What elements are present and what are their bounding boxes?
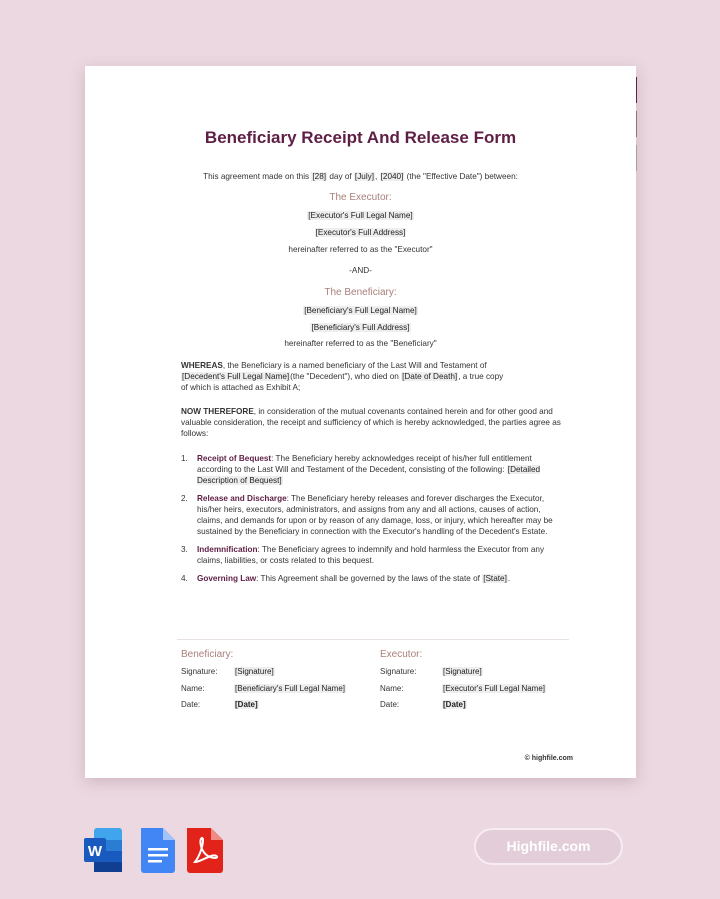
list-item-number: 3. (181, 545, 188, 554)
google-docs-icon[interactable] (137, 826, 179, 874)
intro-text: day of (327, 172, 354, 181)
word-icon[interactable] (82, 826, 124, 874)
list-item-term: Governing Law (197, 574, 257, 583)
date-placeholder: [Date] (235, 700, 258, 709)
list-item-text: : The Beneficiary agrees to indemnify and hold harmless the Executor from any claims, liabilities, or costs related to this bequest. (197, 545, 545, 565)
list-item (181, 544, 566, 566)
month-placeholder: [July] (354, 172, 375, 181)
executor-signature-row (380, 667, 483, 676)
name-placeholder: [Executor's Full Legal Name] (443, 684, 546, 693)
whereas-lead: WHEREAS (181, 361, 223, 370)
signature-placeholder: [Signature] (443, 667, 482, 676)
executor-heading: The Executor: (329, 192, 392, 203)
date-label: Date: (380, 700, 400, 709)
whereas-text: (the "Decedent"), who died on (290, 372, 402, 381)
svg-text:W: W (87, 843, 103, 860)
beneficiary-referred-text: hereinafter referred to as the "Beneficiary" (284, 339, 437, 348)
executor-referred-text: hereinafter referred to as the "Executor" (288, 245, 433, 254)
executor-name-placeholder: [Executor's Full Legal Name] (308, 211, 413, 220)
list-item-text: : The Beneficiary hereby acknowledges receipt of his/her full entitlement according to the Last Will and Testament of the Decedent, consisting of the following: (197, 454, 532, 474)
executor-name-row (380, 684, 546, 693)
and-separator: -AND- (349, 266, 372, 275)
list-item (181, 493, 566, 537)
executor-date-row (380, 700, 467, 709)
executor-address-placeholder: [Executor's Full Address] (315, 228, 406, 237)
section-divider (177, 639, 569, 640)
name-label: Name: (380, 684, 404, 693)
list-item-number: 2. (181, 494, 188, 503)
list-item-term: Release and Discharge (197, 494, 287, 503)
terms-list (181, 453, 566, 591)
executor-name-line (85, 210, 636, 221)
now-therefore-clause (181, 406, 566, 439)
list-item (181, 573, 566, 584)
document-page (85, 66, 636, 778)
whereas-text: , the Beneficiary is a named beneficiary of the Last Will and Testament of (222, 361, 487, 370)
beneficiary-date-row (181, 700, 259, 709)
intro-text: (the "Effective Date") between: (404, 172, 518, 181)
date-placeholder: [Date] (443, 700, 466, 709)
date-label: Date: (181, 700, 201, 709)
signature-label: Signature: (181, 667, 218, 676)
beneficiary-heading: The Beneficiary: (324, 287, 397, 298)
state-placeholder: [State] (483, 574, 507, 583)
list-item-text: : The Beneficiary hereby releases and forever discharges the Executor, his/her heirs, executors, administrators, and assigns from any and all actions, causes of action, claims, and demands for upon or by reason of any damage, loss, or injury, which hereafter may be sustained by the Beneficiary in connection with the Executor's handling of the Decedent's Estate. (197, 494, 553, 536)
date-of-death-placeholder: [Date of Death] (402, 372, 458, 381)
bequest-placeholder: [Detailed Description of Bequest] (197, 465, 541, 485)
list-item-term: Receipt of Bequest (197, 454, 272, 463)
beneficiary-signature-heading: Beneficiary: (181, 649, 234, 660)
intro-text: , (375, 172, 380, 181)
whereas-text: , a true copy (458, 372, 504, 381)
name-placeholder: [Beneficiary's Full Legal Name] (235, 684, 346, 693)
day-placeholder: [28] (312, 172, 327, 181)
list-item-term: Indemnification (197, 545, 258, 554)
beneficiary-address-placeholder: [Beneficiary's Full Address] (311, 323, 410, 332)
signature-placeholder: [Signature] (235, 667, 274, 676)
list-item-text: . (507, 574, 511, 583)
year-placeholder: [2040] (380, 172, 404, 181)
now-therefore-text: , in consideration of the mutual covenants contained herein and for other good and valuable consideration, the receipt and sufficiency of which is hereby acknowledged, the parties agree as follows: (181, 407, 561, 438)
highfile-badge[interactable]: Highfile.com (474, 828, 623, 865)
beneficiary-name-placeholder: [Beneficiary's Full Legal Name] (304, 306, 417, 315)
pdf-icon[interactable] (183, 826, 225, 874)
decedent-name-placeholder: [Decedent's Full Legal Name] (182, 372, 290, 381)
list-item-text: : This Agreement shall be governed by the laws of the state of (256, 574, 483, 583)
beneficiary-name-line (85, 305, 636, 316)
now-therefore-lead: NOW THEREFORE (181, 407, 254, 416)
list-item-number: 1. (181, 454, 188, 463)
intro-line (85, 171, 636, 182)
whereas-clause (181, 360, 566, 393)
executor-signature-heading: Executor: (380, 649, 423, 660)
signature-label: Signature: (380, 667, 417, 676)
beneficiary-name-row (181, 684, 346, 693)
beneficiary-signature-row (181, 667, 275, 676)
name-label: Name: (181, 684, 205, 693)
whereas-text: of which is attached as Exhibit A; (181, 383, 301, 392)
document-title: Beneficiary Receipt And Release Form (204, 128, 517, 147)
copyright-mark: © highfile.com (524, 755, 573, 762)
intro-text: This agreement made on this (203, 172, 312, 181)
list-item (181, 453, 566, 486)
executor-address-line (85, 227, 636, 238)
list-item-number: 4. (181, 574, 188, 583)
beneficiary-address-line (85, 322, 636, 333)
